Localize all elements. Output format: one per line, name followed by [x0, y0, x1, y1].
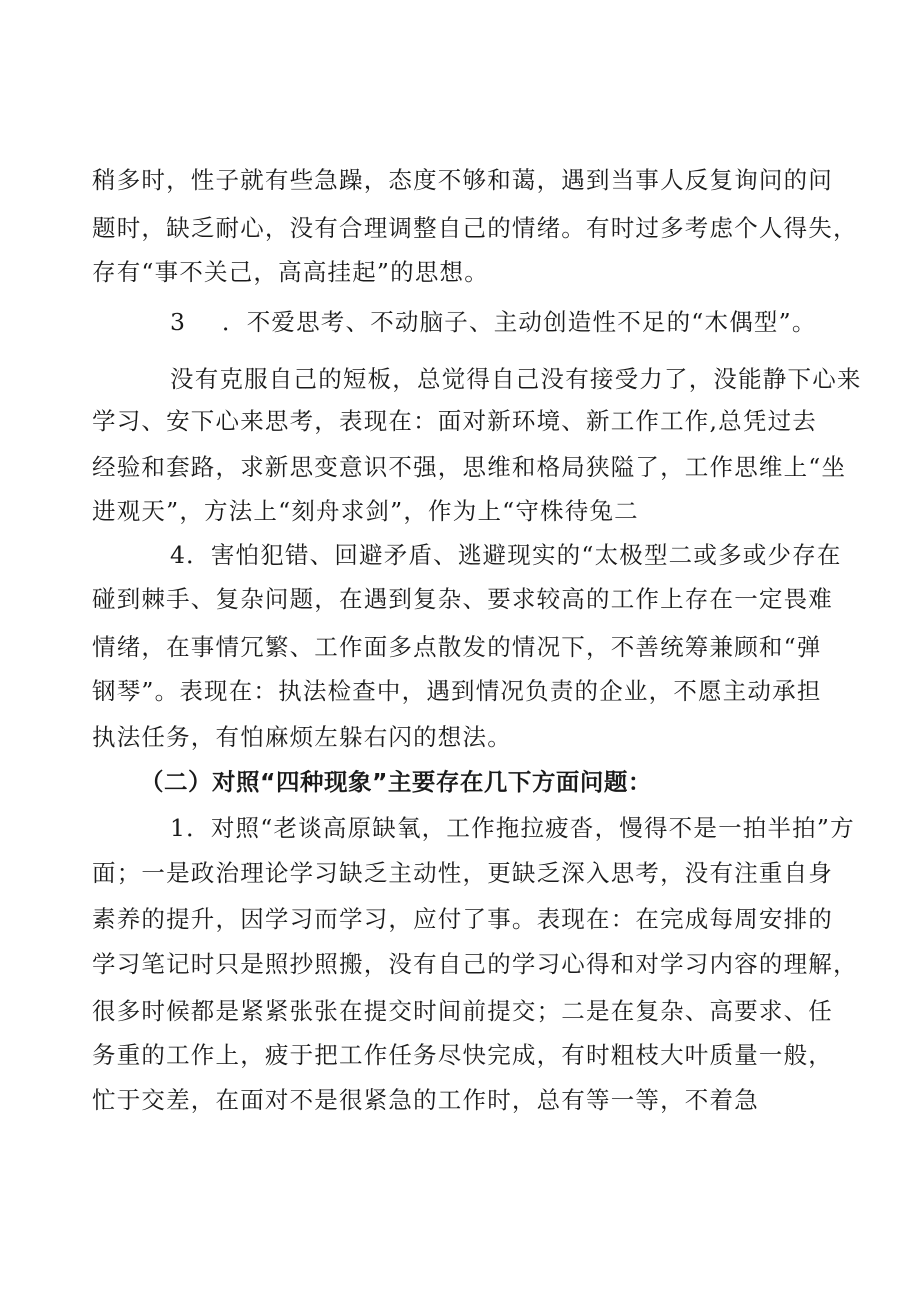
section-heading: （二）对照“四种现象”主要存在几下方面问题：	[140, 768, 652, 796]
paragraph-line: 面；一是政治理论学习缺乏主动性，更缺乏深入思考，没有注重自身	[92, 859, 833, 887]
item-3-heading: ．不爱思考、不动脑子、主动创造性不足的“木偶型”。	[222, 308, 817, 336]
item-4-heading: 4．害怕犯错、回避矛盾、逃避现实的“太极型二或多或少存在	[170, 541, 842, 569]
paragraph-line: 很多时候都是紧紧张张在提交时间前提交；二是在复杂、高要求、任	[92, 997, 833, 1025]
paragraph-line: 碰到棘手、复杂问题，在遇到复杂、要求较高的工作上存在一定畏难	[92, 585, 833, 613]
paragraph-line: 情绪，在事情冗繁、工作面多点散发的情况下，不善统筹兼顾和“弹	[92, 633, 822, 661]
paragraph-line: 没有克服自己的短板，总觉得自己没有接受力了，没能静下心来	[170, 365, 862, 393]
paragraph-line: 学习笔记时只是照抄照搬，没有自己的学习心得和对学习内容的理解，	[92, 950, 858, 978]
item-1-heading: 1．对照“老谈高原缺氧，工作拖拉疲沓，慢得不是一拍半拍”方	[170, 814, 855, 842]
paragraph-line: 题时，缺乏耐心，没有合理调整自己的情绪。有时过多考虑个人得失，	[92, 214, 858, 242]
paragraph-line: 稍多时，性子就有些急躁，态度不够和蔼，遇到当事人反复询问的问	[92, 166, 833, 194]
paragraph-line: 钢琴”。表现在：执法检查中，遇到情况负责的企业，不愿主动承担	[92, 677, 822, 705]
item-3-number: 3	[170, 308, 187, 336]
paragraph-line: 素养的提升，因学习而学习，应付了事。表现在：在完成每周安排的	[92, 905, 833, 933]
paragraph-line: 忙于交差，在面对不是很紧急的工作时，总有等一等，不着急	[92, 1086, 759, 1114]
paragraph-line: 务重的工作上，疲于把工作任务尽快完成，有时粗枝大叶质量一般，	[92, 1041, 833, 1069]
paragraph-line: 执法任务，有怕麻烦左躲右闪的想法。	[92, 723, 512, 751]
paragraph-line: 经验和套路，求新思变意识不强，思维和格局狭隘了，工作思维上“坐	[92, 453, 847, 481]
paragraph-line: 存有“事不关己，高高挂起”的思想。	[92, 258, 489, 286]
paragraph-line: 进观天”，方法上“刻舟求剑”，作为上“守株待兔二	[92, 497, 639, 525]
paragraph-line: 学习、安下心来思考，表现在：面对新环境、新工作工作,总凭过去	[92, 407, 817, 435]
